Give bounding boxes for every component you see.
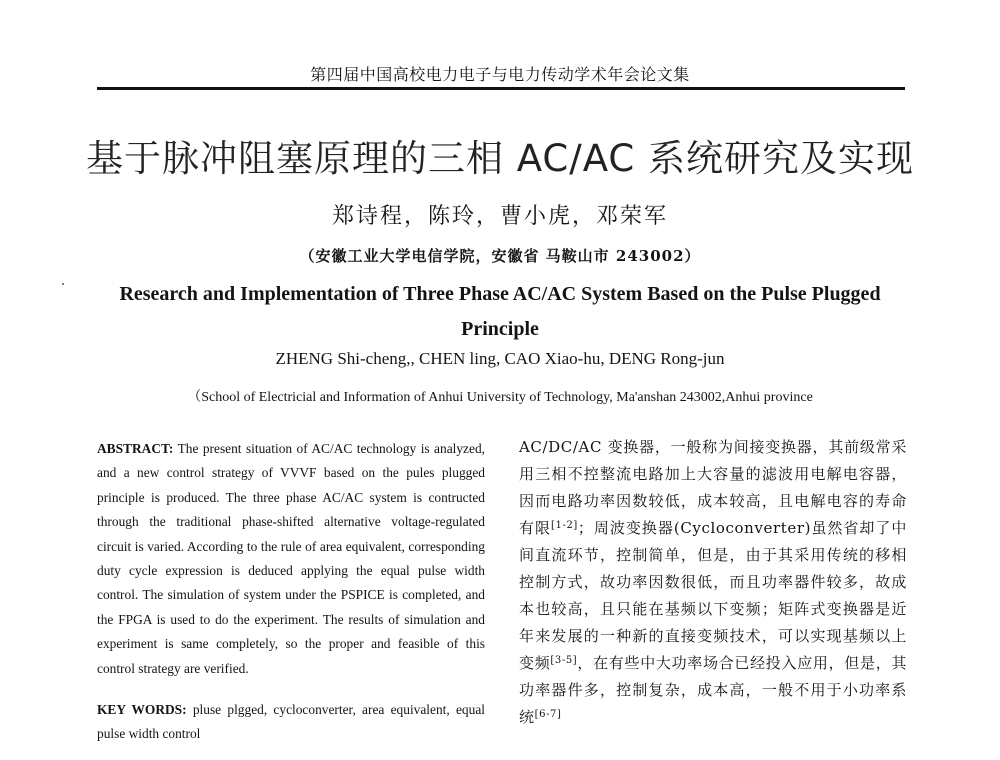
citation-2: [3-5]	[550, 655, 578, 666]
citation-1: [1-2]	[551, 520, 578, 531]
abstract	[97, 437, 485, 681]
header-rule	[97, 87, 905, 90]
body-text-c: ，在有些中大功率场合已经投入应用，但是，其功率器件多，控制复杂，成本高，一般不用于小功率系统	[519, 654, 907, 726]
abstract-text: The present situation of AC/AC technology is analyzed, and a new control strategy of VVVF based on the pules plugged principle is produced. The three phase AC/AC system is contructed through the traditional phase-shifted alternative voltage-regulated circuit is varied. According to the rule of area equivalent, corresponding duty cycle expression is deduced applying the equal pulse width control. The simulation of system under the PSPICE is completed, and the FPGA is used to do the experiment. The results of simulation and experiment is same completely, so the proper and feasible of this control strategy are verified.	[97, 441, 485, 676]
citation-3: [6-7]	[534, 709, 562, 720]
abstract-label: ABSTRACT:	[97, 441, 174, 456]
keywords	[97, 698, 485, 747]
authors-cn: 郑诗程，陈玲，曹小虎，邓荣军	[331, 204, 668, 229]
authors-en: ZHENG Shi-cheng,, CHEN ling, CAO Xiao-hu, DENG Rong-jun	[275, 349, 725, 368]
keywords-label: KEY WORDS:	[97, 702, 187, 718]
paper-title-en: Research and Implementation of Three Phase AC/AC System Based on the Pulse Plugged Principle	[119, 283, 881, 340]
affiliation-en: （School of Electricial and Information of Anhui University of Technology, Ma'anshan 243002,Anhui province	[187, 390, 813, 405]
scan-speck	[62, 283, 64, 285]
right-column	[519, 434, 907, 731]
body-text-a: AC/DC/AC 变换器，一般称为间接变换器，其前级常采用三相不控整流电路加上大容量的滤波用电解电容器，因而电路功率因数较低，成本较高，且电解电容的寿命有限	[519, 438, 907, 537]
affiliation-cn: （安徽工业大学电信学院，安徽省 马鞍山市 243002）	[299, 247, 701, 265]
body-paragraph	[519, 434, 907, 731]
keywords-text: pluse plgged, cycloconverter, area equivalent, equal pulse width control	[97, 702, 485, 742]
left-column	[97, 437, 485, 747]
body-text-b: ；周波变换器(Cycloconverter)虽然省却了中间直流环节，控制简单，但是，由于其采用传统的移相控制方式，故功率因数很低，而且功率器件较多，故成本也较高，且只能在基频以下变频；矩阵式变换器是近年来发展的一种新的直接变频技术，可以实现基频以上变频	[519, 519, 908, 672]
proceedings-header: 第四届中国高校电力电子与电力传动学术年会论文集	[310, 65, 690, 84]
paper-title-cn: 基于脉冲阻塞原理的三相 AC/AC 系统研究及实现	[86, 137, 914, 180]
